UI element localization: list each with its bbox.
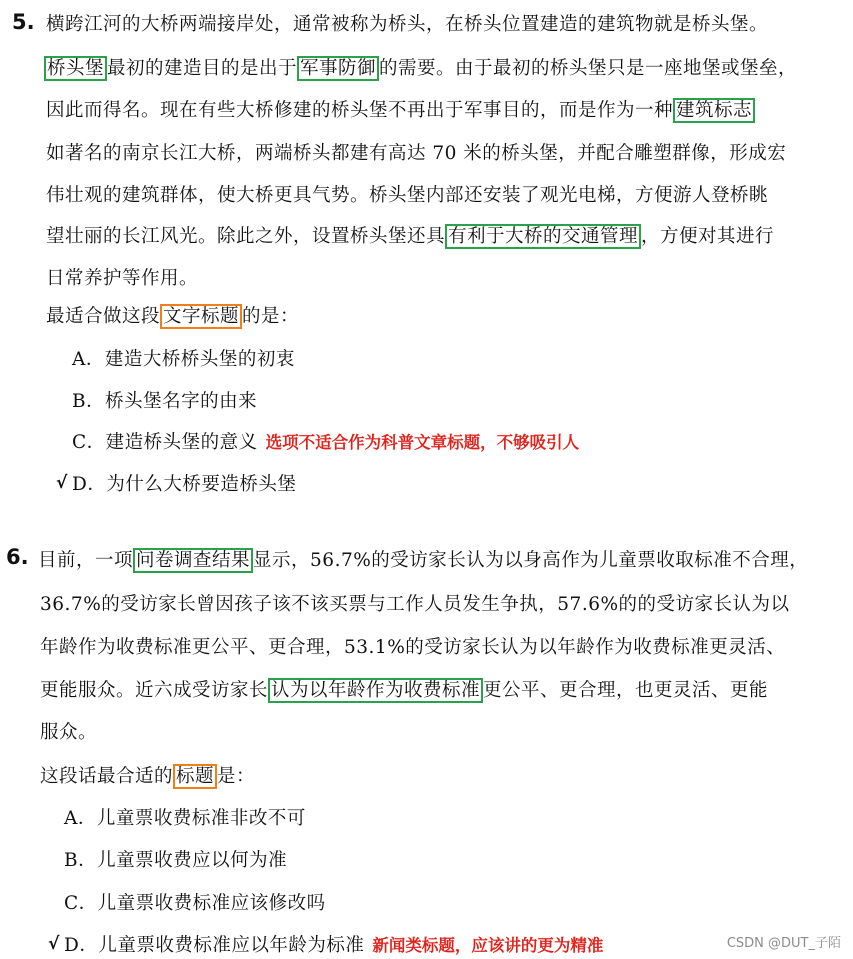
q6-line-4	[40, 676, 768, 702]
highlight-keyword: 桥头堡	[44, 56, 107, 81]
annotation-note: 选项不适合作为科普文章标题，不够吸引人	[265, 433, 580, 452]
q5-line-1: 横跨江河的大桥两端接岸处，通常被称为桥头，在桥头位置建造的建筑物就是桥头堡。	[46, 14, 769, 35]
highlight-keyword: 建筑标志	[673, 98, 755, 123]
q6-line-5: 服众。	[40, 722, 98, 743]
q5-question	[46, 302, 299, 328]
option-a: A．建造大桥桥头堡的初衷	[72, 349, 295, 370]
q6-line-1	[38, 546, 808, 572]
check-mark-icon: √	[56, 473, 68, 493]
annotation-note: 新闻类标题，应该讲的更为精准	[372, 936, 604, 955]
option-b: B．桥头堡名字的由来	[72, 391, 258, 412]
text-span: 的是：	[242, 306, 300, 327]
q5-line-7: 日常养护等作用。	[46, 268, 199, 289]
question-number: 5.	[12, 10, 35, 34]
text-span: 是：	[217, 766, 256, 787]
text-span: 目前，一项	[38, 550, 134, 571]
q5-line-5: 伟壮观的建筑群体，使大桥更具气势。桥头堡内部还安装了观光电梯，方便游人登桥眺	[46, 185, 769, 206]
option-b: B．儿童票收费应以何为准	[64, 850, 288, 871]
check-mark-icon: √	[48, 934, 60, 954]
text-span: ，	[641, 226, 661, 247]
option-c	[72, 428, 579, 454]
q5-line-2	[44, 54, 797, 80]
text-span: 显示，56.7%的受访家长认为以身高作为儿童票收取标准不合理，	[253, 550, 809, 571]
text-span: 更公平、更合理，也更灵活、更能	[483, 680, 769, 701]
option-a: A．儿童票收费标准非改不可	[64, 808, 306, 829]
q6-question	[40, 762, 255, 788]
highlight-keyword: 问卷调查结果	[133, 548, 253, 573]
text-span: 更能服众。近六成受访家长	[40, 680, 269, 701]
option-c: C．儿童票收费标准应该修改吗	[64, 893, 326, 914]
text-span: 方便对其进行	[660, 226, 775, 247]
option-d: D．为什么大桥要造桥头堡	[72, 474, 297, 495]
highlight-keyword: 军事防御	[297, 56, 379, 81]
text-span: 因此而得名。现在有些大桥修建的桥头堡不再出于军事目的，而是作为一种	[46, 100, 674, 121]
q5-line-6	[46, 222, 774, 248]
option-label: D．儿童票收费标准应以年龄为标准	[64, 935, 365, 956]
text-span: 的需要。由于最初的桥头堡只是一座地堡或堡垒，	[379, 58, 798, 79]
option-label: C．建造桥头堡的意义	[72, 432, 258, 453]
text-span: 这段话最合适的	[40, 766, 174, 787]
highlight-title-keyword: 文字标题	[160, 304, 242, 329]
question-number: 6.	[6, 545, 29, 569]
text-span: 望壮丽的长江风光。除此之外，设置桥头堡还具	[46, 226, 446, 247]
highlight-title-keyword: 标题	[173, 764, 217, 789]
option-d	[64, 931, 603, 957]
q6-line-2: 36.7%的受访家长曾因孩子该不该买票与工作人员发生争执，57.6%的的受访家长认为以	[40, 594, 790, 615]
watermark: CSDN @DUT_子陌	[726, 936, 841, 951]
q5-line-3	[46, 96, 755, 122]
q5-line-4: 如著名的南京长江大桥，两端桥头都建有高达 70 米的桥头堡，并配合雕塑群像，形成宏	[46, 143, 787, 164]
highlight-keyword: 有利于大桥的交通管理	[445, 224, 641, 249]
highlight-keyword: 认为以年龄作为收费标准	[268, 678, 483, 703]
text-span: 最适合做这段	[46, 306, 161, 327]
text-span: 最初的建造目的是出于	[107, 58, 298, 79]
q6-line-3: 年龄作为收费标准更公平、更合理，53.1%的受访家长认为以年龄作为收费标准更灵活、	[40, 637, 786, 658]
